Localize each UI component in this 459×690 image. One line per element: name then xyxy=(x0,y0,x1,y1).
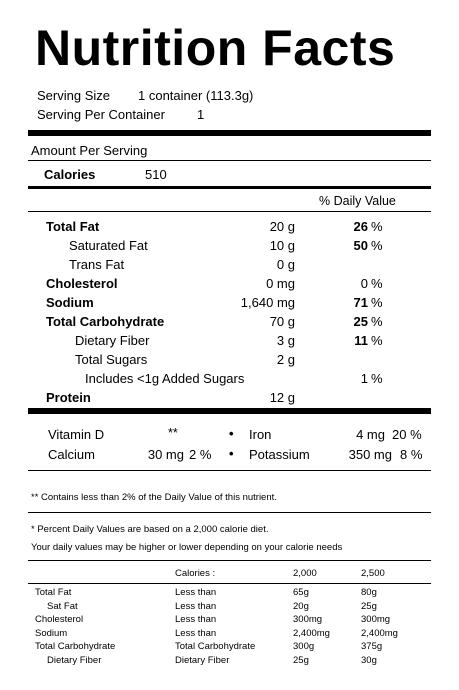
nutrient-amount: 3 g xyxy=(276,333,295,348)
ref-header-2500: 2,500 xyxy=(361,568,385,579)
nutrient-amount: 10 g xyxy=(269,238,295,253)
ref-table-cell: Sodium xyxy=(35,627,68,639)
ref-table-cell: Dietary Fiber xyxy=(175,655,230,666)
ref-table-cell: 30g xyxy=(361,655,377,666)
nutrient-dv: 0 xyxy=(360,276,368,291)
vitamin-d-mark: ** xyxy=(168,426,178,440)
ref-table-cell: 300mg xyxy=(361,614,391,626)
nutrient-dv-unit: % xyxy=(371,295,383,310)
ref-table-cell: 25g xyxy=(361,600,377,612)
nutrient-label: Dietary Fiber xyxy=(75,333,150,348)
label-title: Nutrition Facts xyxy=(35,20,396,76)
ref-table-cell: 300mg xyxy=(293,614,323,626)
ref-table-cell: 2,400mg xyxy=(361,627,398,639)
nutrient-dv: 25 xyxy=(353,314,368,329)
divider xyxy=(28,211,431,212)
amount-per-serving: Amount Per Serving xyxy=(31,143,148,158)
nutrient-label: Total Fat xyxy=(46,219,100,234)
servings-per-container-value: 1 xyxy=(197,107,205,122)
servings-per-container-label: Serving Per Container xyxy=(37,107,165,122)
nutrient-dv: 11 xyxy=(354,333,368,348)
ref-table-cell: Total Carbohydrate xyxy=(175,641,256,653)
nutrient-label: Saturated Fat xyxy=(69,238,148,253)
nutrient-dv-unit: % xyxy=(371,314,383,329)
ref-table-cell: 65g xyxy=(293,587,309,598)
ref-table-cell: Less than xyxy=(175,600,217,612)
vitamin-d-label: Vitamin D xyxy=(48,427,105,442)
footnote-less-than-2: ** Contains less than 2% of the Daily Value of this nutrient. xyxy=(31,492,277,503)
nutrient-amount: 70 g xyxy=(269,314,295,329)
nutrient-dv-unit: % xyxy=(371,276,383,291)
footnote-daily-values: Your daily values may be higher or lower depending on your calorie needs xyxy=(31,542,343,553)
nutrient-amount: 20 g xyxy=(269,219,295,234)
nutrient-dv: 1 xyxy=(360,371,368,386)
ref-table-cell: Less than xyxy=(175,627,217,639)
ref-header-calories: Calories : xyxy=(175,568,216,579)
nutrient-amount: 2 g xyxy=(276,352,295,367)
serving-size-value: 1 container (113.3g) xyxy=(138,88,254,103)
nutrient-amount: 0 mg xyxy=(266,276,295,291)
ref-table-cell: Dietary Fiber xyxy=(47,655,102,666)
ref-table-cell: Less than xyxy=(175,614,217,626)
calories-label: Calories xyxy=(44,167,96,182)
thick-divider xyxy=(28,408,431,414)
nutrient-label: Total Sugars xyxy=(75,352,148,367)
nutrient-dv-unit: % xyxy=(371,219,383,234)
ref-table-cell: Total Carbohydrate xyxy=(35,641,116,653)
potassium-dv: 8 % xyxy=(400,447,423,462)
calcium-label: Calcium xyxy=(48,447,95,462)
ref-table-cell: 300g xyxy=(293,641,315,653)
nutrient-dv: 26 xyxy=(353,219,368,234)
iron-label: Iron xyxy=(249,427,272,442)
ref-table-cell: Sat Fat xyxy=(47,600,78,612)
divider xyxy=(28,470,431,471)
calories-value: 510 xyxy=(145,167,167,182)
nutrient-label: Protein xyxy=(46,390,91,405)
ref-table-cell: 80g xyxy=(361,587,377,598)
nutrient-label: Sodium xyxy=(46,295,94,310)
thick-divider xyxy=(28,130,431,136)
ref-table-cell: 25g xyxy=(293,655,309,666)
daily-value-header: % Daily Value xyxy=(319,194,396,208)
nutrient-amount: 1,640 mg xyxy=(240,295,295,310)
bullet-icon: • xyxy=(229,426,234,441)
ref-table-cell: 20g xyxy=(293,600,309,612)
ref-table-cell: 2,400mg xyxy=(293,627,330,639)
calcium-amount: 30 mg xyxy=(147,447,184,462)
nutrient-amount: 0 g xyxy=(276,257,295,272)
bullet-icon: • xyxy=(229,446,234,461)
divider xyxy=(28,560,431,561)
nutrient-amount: 12 g xyxy=(269,390,295,405)
nutrient-label: Trans Fat xyxy=(69,257,125,272)
nutrient-dv: 50 xyxy=(353,238,368,253)
iron-dv: 20 % xyxy=(392,427,422,442)
divider xyxy=(28,160,431,161)
nutrient-dv-unit: % xyxy=(371,371,383,386)
medium-divider xyxy=(28,186,431,189)
divider xyxy=(28,512,431,513)
ref-table-cell: 375g xyxy=(361,641,383,653)
calcium-dv: 2 % xyxy=(189,447,212,462)
footnote-percent-dv: * Percent Daily Values are based on a 2,000 calorie diet. xyxy=(31,524,269,535)
nutrient-label: Total Carbohydrate xyxy=(46,314,165,329)
potassium-amount: 350 mg xyxy=(348,447,392,462)
nutrient-dv-unit: % xyxy=(371,333,383,348)
serving-size-label: Serving Size xyxy=(37,88,110,103)
nutrient-label: Cholesterol xyxy=(46,276,118,291)
nutrient-label: Includes <1g Added Sugars xyxy=(85,371,245,386)
divider xyxy=(28,583,431,584)
ref-table-cell: Total Fat xyxy=(35,587,72,598)
nutrient-dv-unit: % xyxy=(371,238,383,253)
ref-table-cell: Less than xyxy=(175,587,217,598)
potassium-label: Potassium xyxy=(249,447,310,462)
ref-header-2000: 2,000 xyxy=(293,568,317,579)
ref-table-cell: Cholesterol xyxy=(35,614,84,626)
iron-amount: 4 mg xyxy=(356,427,385,442)
nutrient-dv: 71 xyxy=(353,295,368,310)
